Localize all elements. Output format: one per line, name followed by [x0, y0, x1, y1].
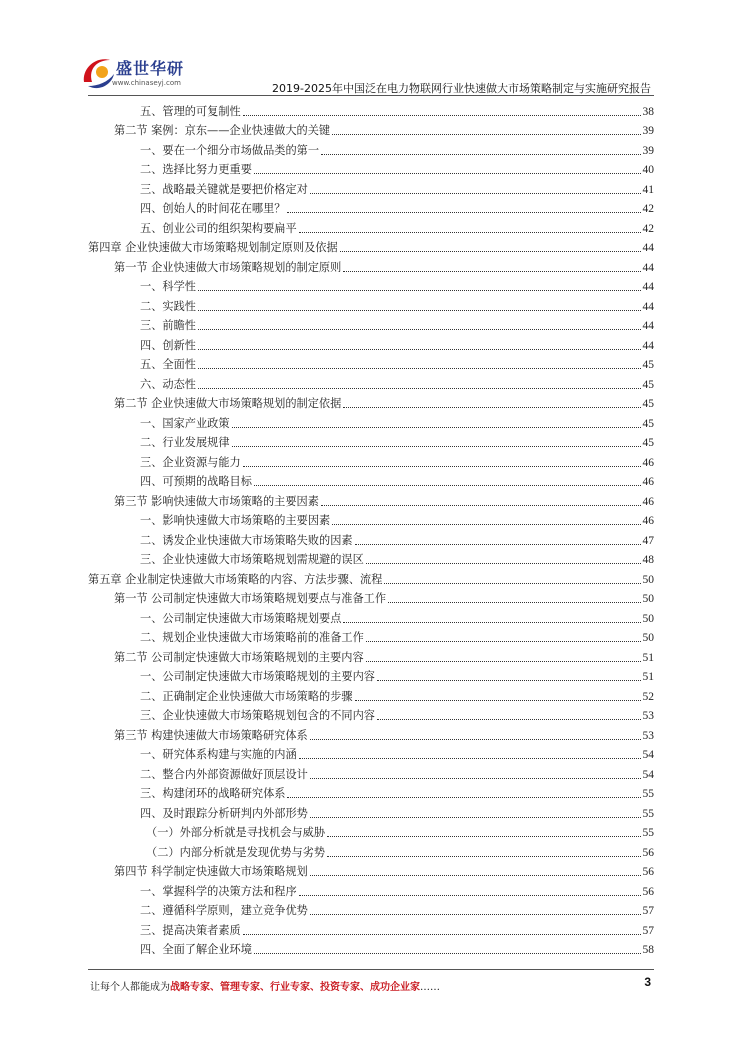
toc-entry-label: 三、企业快速做大市场策略规划需规避的误区 — [140, 553, 364, 566]
toc-entry[interactable] — [88, 684, 654, 704]
toc-entry[interactable] — [88, 450, 654, 470]
toc-entry-label: 三、企业资源与能力 — [140, 455, 241, 469]
toc-dot-leader — [377, 680, 641, 681]
toc-entry-page: 46 — [642, 476, 654, 488]
toc-entry-page: 56 — [642, 885, 654, 898]
toc-dot-leader — [299, 232, 641, 233]
toc-entry-page: 50 — [642, 593, 654, 605]
toc-entry-label: 六、动态性 — [140, 377, 196, 391]
toc-entry[interactable] — [88, 899, 654, 919]
toc-entry-label: （一）外部分析就是寻找机会与威胁 — [146, 826, 326, 839]
toc-dot-leader — [327, 856, 640, 857]
toc-entry-page: 53 — [642, 729, 654, 742]
report-title: 2019-2025年中国泛在电力物联网行业快速做大市场策略制定与实施研究报告 — [272, 82, 651, 95]
toc-entry-page: 45 — [642, 359, 654, 371]
toc-entry-page: 48 — [642, 554, 654, 566]
toc-entry-page: 50 — [642, 612, 654, 625]
toc-entry-page: 44 — [642, 320, 654, 332]
toc-dot-leader — [254, 173, 641, 174]
toc-entry-page: 45 — [642, 417, 654, 430]
toc-dot-leader — [366, 641, 641, 642]
toc-entry-page: 44 — [642, 339, 654, 352]
toc-entry-label: 三、前瞻性 — [140, 319, 196, 332]
toc-entry-label: 第四章 企业快速做大市场策略规划制定原则及依据 — [88, 241, 338, 254]
toc-entry-page: 44 — [642, 261, 654, 274]
toc-entry[interactable] — [88, 333, 654, 353]
toc-entry-label: 三、战略最关键就是要把价格定对 — [140, 182, 308, 196]
toc-entry-page: 55 — [642, 788, 654, 800]
toc-entry-page: 56 — [642, 846, 654, 859]
toc-entry[interactable] — [88, 704, 654, 724]
toc-entry-label: 第四节 科学制定快速做大市场策略规划 — [114, 865, 308, 878]
toc-dot-leader — [332, 134, 640, 135]
toc-entry-page: 57 — [642, 924, 654, 937]
toc-entry-page: 38 — [642, 105, 654, 118]
toc-dot-leader — [310, 778, 641, 779]
toc-dot-leader — [321, 154, 640, 155]
toc-entry[interactable] — [88, 119, 654, 139]
toc-entry-page: 42 — [642, 203, 654, 215]
footer-highlight: 战略专家、管理专家、行业专家、投资专家、成功企业家 — [170, 982, 420, 993]
toc-entry[interactable] — [88, 177, 654, 197]
toc-dot-leader — [366, 563, 641, 564]
toc-entry[interactable] — [88, 801, 654, 821]
toc-dot-leader — [198, 329, 641, 330]
toc-entry[interactable] — [88, 197, 654, 217]
toc-entry-page: 41 — [642, 183, 654, 196]
toc-entry-label: 一、国家产业政策 — [140, 416, 230, 430]
toc-entry[interactable] — [88, 743, 654, 763]
toc-entry[interactable] — [88, 392, 654, 412]
toc-entry[interactable] — [88, 255, 654, 275]
toc-entry[interactable] — [88, 665, 654, 685]
toc-entry-page: 51 — [642, 651, 654, 664]
toc-entry[interactable] — [88, 762, 654, 782]
toc-entry[interactable] — [88, 294, 654, 314]
toc-entry[interactable] — [88, 587, 654, 607]
toc-dot-leader — [310, 817, 641, 818]
toc-entry-label: 一、研究体系构建与实施的内涵 — [140, 748, 297, 761]
toc-entry[interactable] — [88, 645, 654, 665]
toc-dot-leader — [198, 349, 641, 350]
toc-entry[interactable] — [88, 489, 654, 509]
toc-dot-leader — [232, 427, 641, 428]
toc-dot-leader — [384, 583, 640, 584]
toc-dot-leader — [343, 622, 640, 623]
toc-dot-leader — [343, 407, 640, 408]
toc-entry-label: 五、创业公司的组织架构要扁平 — [140, 221, 297, 235]
toc-entry-page: 46 — [642, 456, 654, 469]
toc-dot-leader — [343, 271, 640, 272]
toc-entry[interactable] — [88, 470, 654, 490]
toc-entry-label: 第一节 公司制定快速做大市场策略规划要点与准备工作 — [114, 592, 387, 605]
toc-entry-label: 第三节 构建快速做大市场策略研究体系 — [114, 728, 308, 742]
toc-entry-label: 二、正确制定企业快速做大市场策略的步骤 — [140, 689, 353, 703]
toc-dot-leader — [355, 544, 641, 545]
toc-entry-label: （二）内部分析就是发现优势与劣势 — [146, 845, 326, 859]
toc-entry-label: 三、提高决策者素质 — [140, 923, 241, 937]
toc-entry-page: 56 — [642, 866, 654, 878]
toc-entry-page: 45 — [642, 378, 654, 391]
toc-entry-page: 44 — [642, 300, 654, 313]
toc-entry-label: 二、整合内外部资源做好顶层设计 — [140, 767, 308, 781]
toc-dot-leader — [299, 758, 641, 759]
toc-dot-leader — [310, 739, 641, 740]
toc-entry-label: 三、企业快速做大市场策略规划包含的不同内容 — [140, 709, 375, 722]
toc-dot-leader — [332, 524, 640, 525]
toc-entry-page: 55 — [642, 807, 654, 820]
toc-entry[interactable] — [88, 723, 654, 743]
toc-entry-page: 44 — [642, 242, 654, 254]
footer-suffix: …… — [420, 982, 440, 993]
page-number: 3 — [644, 975, 651, 989]
table-of-contents — [88, 99, 654, 957]
toc-dot-leader — [340, 251, 641, 252]
toc-entry-page: 47 — [642, 534, 654, 547]
toc-entry-page: 52 — [642, 690, 654, 703]
toc-entry-page: 53 — [642, 710, 654, 722]
toc-entry-label: 第二节 案例：京东——企业快速做大的关键 — [114, 124, 331, 137]
toc-dot-leader — [254, 485, 641, 486]
toc-entry[interactable] — [88, 372, 654, 392]
toc-entry-page: 40 — [642, 164, 654, 176]
toc-dot-leader — [327, 836, 640, 837]
toc-dot-leader — [321, 505, 641, 506]
toc-entry-page: 50 — [642, 573, 654, 586]
toc-dot-leader — [310, 914, 641, 915]
toc-entry-page: 45 — [642, 398, 654, 410]
toc-dot-leader — [287, 212, 640, 213]
toc-dot-leader — [299, 895, 641, 896]
toc-entry-page: 39 — [642, 125, 654, 137]
toc-entry-label: 四、创始人的时间花在哪里？ — [140, 202, 286, 215]
toc-entry[interactable] — [88, 99, 654, 119]
toc-dot-leader — [198, 290, 641, 291]
toc-entry-label: 第一节 企业快速做大市场策略规划的制定原则 — [114, 260, 342, 274]
toc-dot-leader — [355, 700, 641, 701]
toc-entry-page: 57 — [642, 905, 654, 917]
toc-dot-leader — [198, 388, 641, 389]
toc-entry-label: 一、要在一个细分市场做品类的第一 — [140, 143, 320, 157]
toc-entry-label: 四、可预期的战略目标 — [140, 475, 252, 488]
toc-entry[interactable] — [88, 528, 654, 548]
toc-entry-label: 一、掌握科学的决策方法和程序 — [140, 884, 297, 898]
toc-entry-label: 五、管理的可复制性 — [140, 104, 241, 118]
toc-entry-label: 第五章 企业制定快速做大市场策略的内容、方法步骤、流程 — [88, 572, 383, 586]
toc-entry-page: 54 — [642, 768, 654, 781]
toc-entry[interactable] — [88, 411, 654, 431]
footer-divider — [88, 969, 654, 970]
toc-entry-page: 58 — [642, 944, 654, 956]
toc-entry[interactable] — [88, 509, 654, 529]
toc-dot-leader — [198, 310, 641, 311]
toc-entry-label: 一、科学性 — [140, 280, 196, 293]
toc-entry-page: 44 — [642, 281, 654, 293]
toc-entry-page: 39 — [642, 144, 654, 157]
footer-slogan — [90, 978, 440, 993]
toc-entry[interactable] — [88, 314, 654, 334]
toc-dot-leader — [366, 661, 641, 662]
toc-entry[interactable] — [88, 216, 654, 236]
toc-dot-leader — [232, 446, 641, 447]
toc-entry-page: 46 — [642, 495, 654, 508]
toc-dot-leader — [388, 602, 640, 603]
toc-entry[interactable] — [88, 821, 654, 841]
toc-entry-label: 三、构建闭环的战略研究体系 — [140, 787, 286, 800]
toc-entry-label: 第二节 公司制定快速做大市场策略规划的主要内容 — [114, 650, 364, 664]
header-divider — [88, 95, 654, 96]
toc-entry-label: 一、公司制定快速做大市场策略规划的主要内容 — [140, 670, 375, 683]
toc-entry[interactable] — [88, 938, 654, 958]
toc-entry[interactable] — [88, 353, 654, 373]
toc-entry[interactable] — [88, 236, 654, 256]
toc-entry-label: 四、及时跟踪分析研判内外部形势 — [140, 806, 308, 820]
toc-entry-label: 二、规划企业快速做大市场策略前的准备工作 — [140, 631, 364, 644]
toc-dot-leader — [377, 719, 641, 720]
toc-entry[interactable] — [88, 879, 654, 899]
toc-dot-leader — [198, 368, 641, 369]
toc-entry-label: 一、公司制定快速做大市场策略规划要点 — [140, 611, 342, 625]
toc-dot-leader — [287, 797, 640, 798]
toc-dot-leader — [243, 115, 641, 116]
page-header — [0, 0, 744, 100]
toc-entry[interactable] — [88, 918, 654, 938]
toc-entry[interactable] — [88, 138, 654, 158]
toc-entry[interactable] — [88, 567, 654, 587]
toc-entry[interactable] — [88, 626, 654, 646]
toc-entry[interactable] — [88, 275, 654, 295]
footer-prefix: 让每个人都能成为 — [90, 982, 170, 993]
toc-entry[interactable] — [88, 840, 654, 860]
toc-dot-leader — [310, 875, 641, 876]
toc-entry[interactable] — [88, 606, 654, 626]
toc-entry-page: 46 — [642, 515, 654, 527]
toc-entry-label: 四、全面了解企业环境 — [140, 943, 252, 956]
toc-dot-leader — [243, 466, 641, 467]
toc-entry-label: 二、行业发展规律 — [140, 436, 230, 449]
toc-entry[interactable] — [88, 431, 654, 451]
toc-entry[interactable] — [88, 860, 654, 880]
toc-entry-label: 二、诱发企业快速做大市场策略失败的因素 — [140, 533, 353, 547]
toc-entry-label: 第二节 企业快速做大市场策略规划的制定依据 — [114, 397, 342, 410]
toc-entry-page: 55 — [642, 827, 654, 839]
toc-entry-page: 42 — [642, 222, 654, 235]
toc-entry-label: 第三节 影响快速做大市场策略的主要因素 — [114, 494, 319, 508]
toc-entry-label: 五、全面性 — [140, 358, 196, 371]
toc-entry[interactable] — [88, 782, 654, 802]
toc-entry-page: 50 — [642, 632, 654, 644]
toc-entry[interactable] — [88, 548, 654, 568]
toc-dot-leader — [310, 193, 641, 194]
toc-entry-page: 51 — [642, 671, 654, 683]
toc-entry-label: 二、选择比努力更重要 — [140, 163, 252, 176]
toc-entry-page: 54 — [642, 749, 654, 761]
toc-entry-label: 二、实践性 — [140, 299, 196, 313]
toc-entry[interactable] — [88, 158, 654, 178]
toc-entry-page: 45 — [642, 437, 654, 449]
toc-dot-leader — [254, 953, 641, 954]
toc-entry-label: 一、影响快速做大市场策略的主要因素 — [140, 514, 331, 527]
toc-entry-label: 二、遵循科学原则，建立竞争优势 — [140, 904, 308, 917]
toc-dot-leader — [243, 934, 641, 935]
logo-text: 盛世华研 — [116, 59, 185, 78]
toc-entry-label: 四、创新性 — [140, 338, 196, 352]
logo-url: www.chinaseyj.com — [112, 79, 181, 87]
